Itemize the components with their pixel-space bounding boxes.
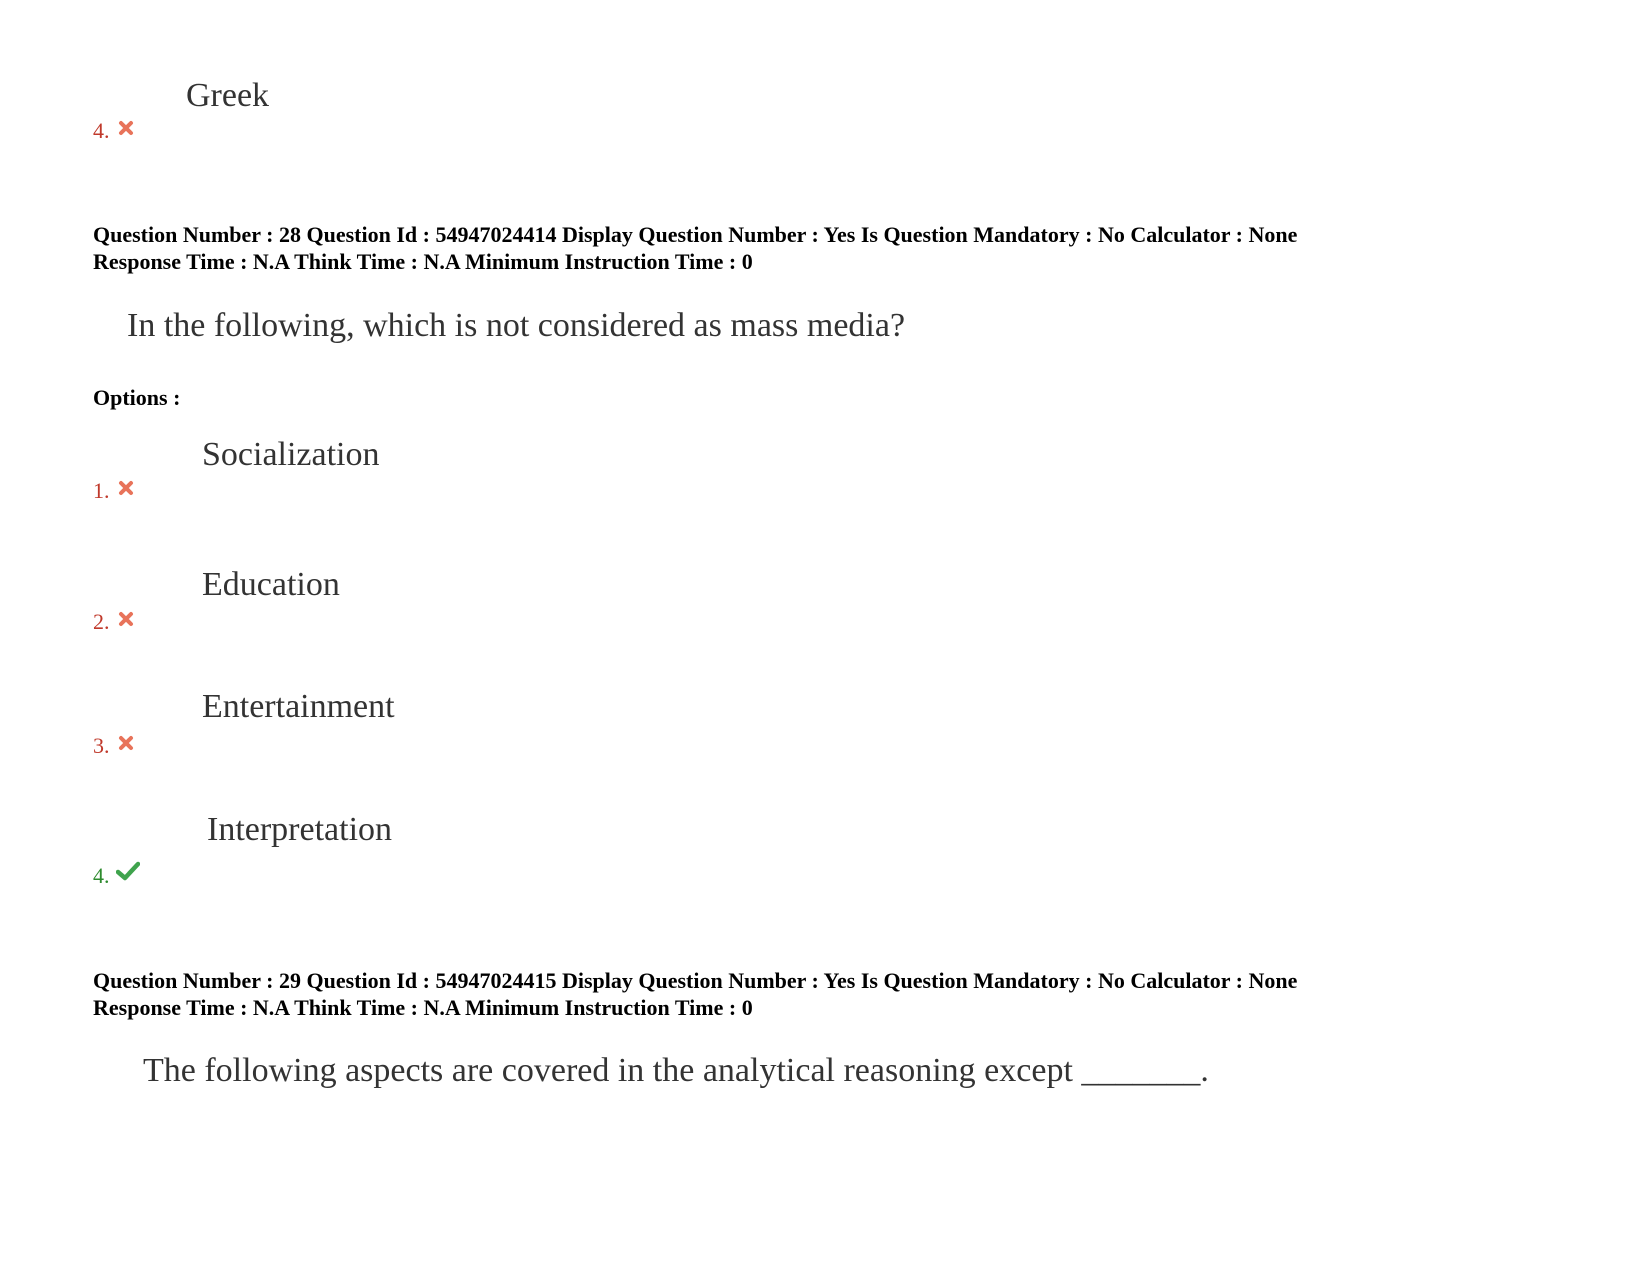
q29-meta-line2: Response Time : N.A Think Time : N.A Minimum Instruction Time : 0: [93, 995, 753, 1020]
q29-question-text: The following aspects are covered in the analytical reasoning except _______.: [143, 1052, 1209, 1089]
q28-option-2-text: Education: [202, 566, 340, 603]
q28-option-4-row: [93, 865, 140, 888]
q29-meta-line1: Question Number : 29 Question Id : 54947024415 Display Question Number : Yes Is Question Mandatory : No Calculator : None: [93, 968, 1298, 993]
cross-icon: [118, 120, 134, 136]
carryover-option-text: Greek: [186, 77, 270, 114]
q28-option-2-row: [93, 611, 134, 634]
options-label: Options :: [93, 385, 181, 410]
q28-option-4-number: 4.: [93, 863, 110, 888]
q28-option-1-number: 1.: [93, 478, 110, 503]
q28-question-text: In the following, which is not considered as mass media?: [127, 307, 906, 344]
q28-option-3-row: [93, 735, 134, 758]
q28-option-1-text: Socialization: [202, 436, 380, 473]
q28-meta-line2: Response Time : N.A Think Time : N.A Minimum Instruction Time : 0: [93, 249, 753, 274]
carryover-option-row: [93, 120, 134, 143]
q28-option-3-number: 3.: [93, 733, 110, 758]
q28-option-4-text: Interpretation: [207, 811, 393, 848]
q28-meta-line1: Question Number : 28 Question Id : 54947024414 Display Question Number : Yes Is Question Mandatory : No Calculator : None: [93, 222, 1298, 247]
check-icon: [116, 861, 140, 881]
cross-icon: [118, 480, 134, 496]
q28-option-1-row: [93, 480, 134, 503]
carryover-option-number: 4.: [93, 118, 110, 143]
cross-icon: [118, 611, 134, 627]
q28-option-2-number: 2.: [93, 609, 110, 634]
q28-option-3-text: Entertainment: [202, 688, 395, 725]
cross-icon: [118, 735, 134, 751]
